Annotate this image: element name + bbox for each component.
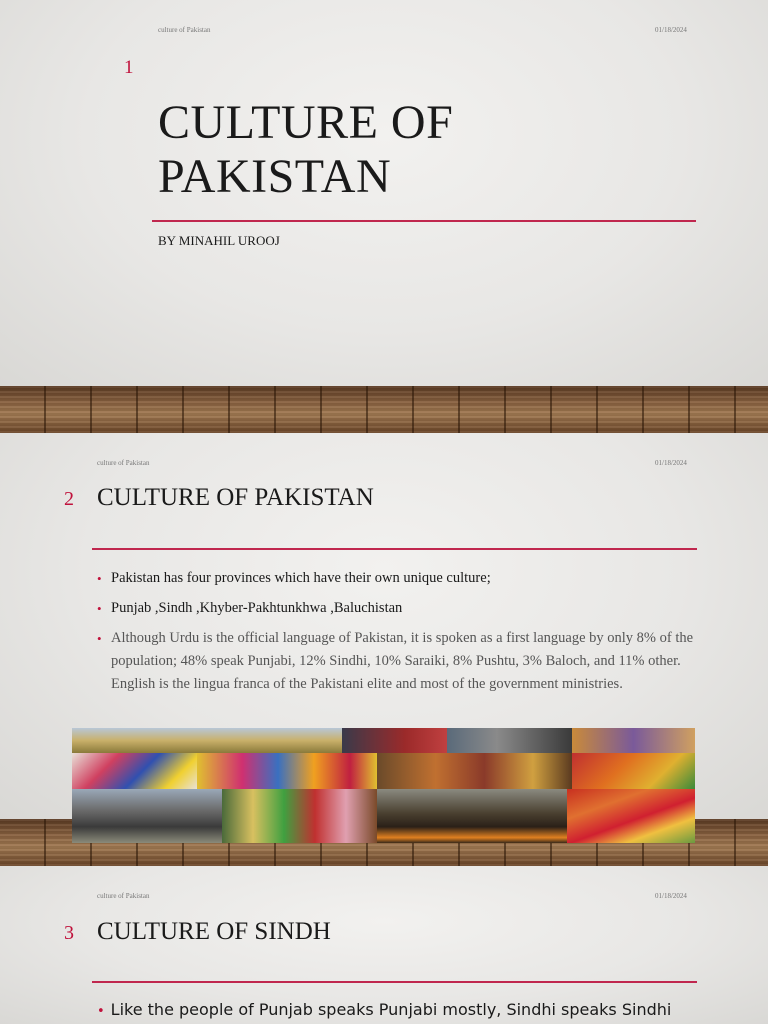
slide-1[interactable] <box>0 0 768 386</box>
slide-header-date: 01/18/2024 <box>655 459 687 467</box>
slide-title: CULTURE OF SINDH <box>97 918 331 945</box>
photo-street <box>447 728 572 753</box>
photo-dancers <box>72 753 197 789</box>
bullet-item: • Pakistan has four provinces which have their own unique culture; <box>97 567 697 590</box>
slide-3[interactable] <box>0 866 768 1024</box>
slide-number: 2 <box>64 488 74 510</box>
slide-header-date: 01/18/2024 <box>655 26 687 34</box>
bullet-item: • Although Urdu is the official language of Pakistan, it is spoken as a first language by only 8% of the population; 48% speak Punjabi, 12% Sindhi, 10% Saraiki, 8% Pushtu, 3% Baloch, and 11% other. English is the lingua franca of the Pakistani elite and most of the government ministries. <box>97 627 697 696</box>
photo-people <box>342 728 447 753</box>
bullet-icon: • <box>97 631 102 646</box>
slide-header-left: culture of Pakistan <box>97 892 150 900</box>
photo-field <box>72 728 342 753</box>
slide-subtitle: BY MINAHIL UROOJ <box>158 233 280 248</box>
slide-number: 3 <box>64 922 74 944</box>
title-divider <box>92 548 697 550</box>
slide-header-date: 01/18/2024 <box>655 892 687 900</box>
bullet-item: • Like the people of Punjab speaks Punjabi mostly, Sindhi speaks Sindhi <box>97 1000 672 1019</box>
slide-title-line-2: PAKISTAN <box>158 150 392 203</box>
photo-village-women <box>222 789 377 843</box>
slide-header-left: culture of Pakistan <box>97 459 150 467</box>
photo-market <box>572 728 695 753</box>
title-divider <box>152 220 696 222</box>
bullet-list <box>97 567 697 703</box>
slide-title-line-1: CULTURE OF <box>158 96 454 149</box>
slide-header-left: culture of Pakistan <box>158 26 211 34</box>
wood-floor-decoration <box>0 386 768 433</box>
photo-fire-evening <box>377 789 567 843</box>
slide-number: 1 <box>124 57 134 78</box>
culture-photo-collage <box>72 728 695 843</box>
photo-craft <box>377 753 572 789</box>
photo-festival <box>567 789 695 843</box>
photo-pottery <box>572 753 695 789</box>
photo-costumes <box>197 753 377 789</box>
photo-camel-race <box>72 789 222 843</box>
bullet-icon: • <box>97 571 102 586</box>
slide-title: CULTURE OF PAKISTAN <box>97 484 374 511</box>
slide-title <box>158 96 453 204</box>
title-divider <box>92 981 697 983</box>
bullet-item: • Punjab ,Sindh ,Khyber-Pakhtunkhwa ,Baluchistan <box>97 597 697 620</box>
bullet-icon: • <box>97 1004 105 1019</box>
bullet-icon: • <box>97 601 102 616</box>
